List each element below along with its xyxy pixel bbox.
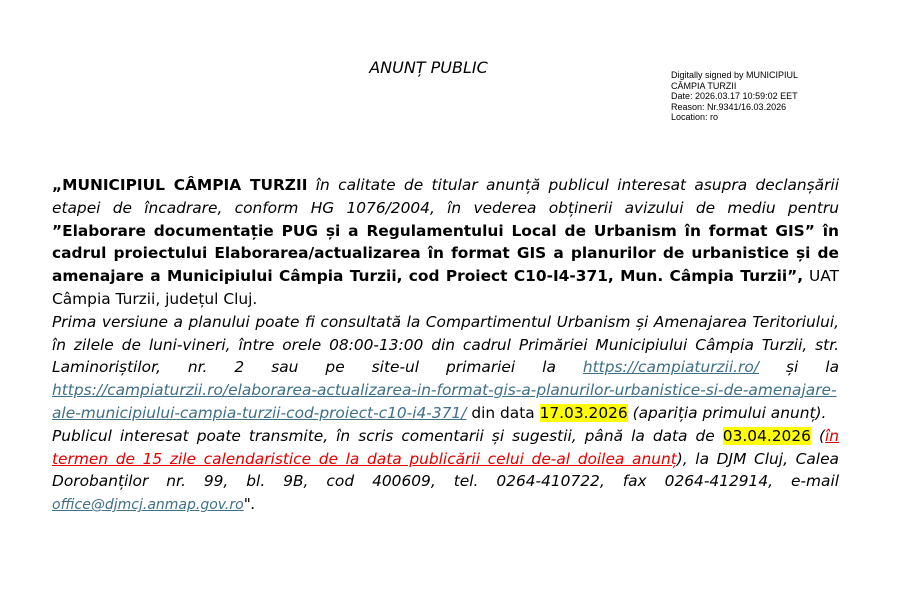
consultation-text: Prima versiune a planului poate fi consultată la Compartimentul Urbanism și Amenajarea Teritoriului, în zilele de luni-vineri, între orele 08:00-13:00 din cadrul Primăriei Municipiului Câmpia Turzii, str. Laminoriștilor, nr. 2 sau pe site-ul primariei la [52,312,839,377]
signature-location: Location: ro [671,112,719,122]
announcement-paragraph [52,174,839,311]
contact-details: ), la DJM Cluj, Calea Dorobanților nr. 99, bl. 9B, cod 400609, tel. 0264-410722, fax 0264-412914, e-mail [52,449,839,491]
announcement-intro: în calitate de titular anunță publicul interesat asupra declanșării etapei de încadrare, conform HG 1076/2004, în vederea obținerii avizului de mediu pentru [52,176,839,217]
deadline-note: în termen de 15 zile calendaristice de la data publicării celui de-al doilea anunț [52,426,839,468]
comments-text: Publicul interesat poate transmite, în scris comentarii și sugestii, până la data de [52,426,723,445]
signature-reason: Reason: Nr.9341/16.03.2026 [671,101,787,112]
consultation-paragraph [52,311,839,425]
comments-paragraph [52,425,839,517]
digital-signature-block [671,70,891,123]
page-title: ANUNȚ PUBLIC [369,58,488,77]
project-name: ”Elaborare documentație PUG și a Regulamentului Local de Urbanism în format GIS” în cadrul proiectului Elaborarea/actualizarea în format GIS a planurilor de urbanistice și de amenajare a Municipiului Câmpia Turzii, cod Proiect C10-I4-371, Mun. Câmpia Turzii”, [52,221,839,286]
email-link[interactable]: office@djmcj.anmap.gov.ro [52,497,244,514]
closing-quote: ". [243,495,256,514]
opening-quote: „ [52,176,63,194]
from-date-text: din data [466,403,540,422]
project-location: UAT Câmpia Turzii, județul Cluj. [52,267,839,308]
signature-date: Date: 2026.03.17 10:59:02 EET [671,91,798,101]
open-paren: ( [810,426,825,445]
website-link[interactable]: https://campiaturzii.ro/ [582,358,759,377]
municipality-name: MUNICIPIUL CÂMPIA TURZII [62,176,308,194]
signature-signed-by: Digitally signed by MUNICIPIUL [671,70,799,80]
announcement-body [52,174,839,517]
publication-date: 17.03.2026 [539,403,628,422]
project-page-link[interactable]: https://campiaturzii.ro/elaborarea-actualizarea-in-format-gis-a-planurilor-urbanistice-si-de-amenajare-ale-municipiului-campia-turzii-cod-proiect-c10-i4-371/ [52,381,837,422]
first-announcement-note: (apariția primului anunț). [627,403,827,422]
signature-signer-name: CÂMPIA TURZII [671,80,737,91]
and-text: și la [759,358,839,377]
deadline-date: 03.04.2026 [722,426,811,445]
